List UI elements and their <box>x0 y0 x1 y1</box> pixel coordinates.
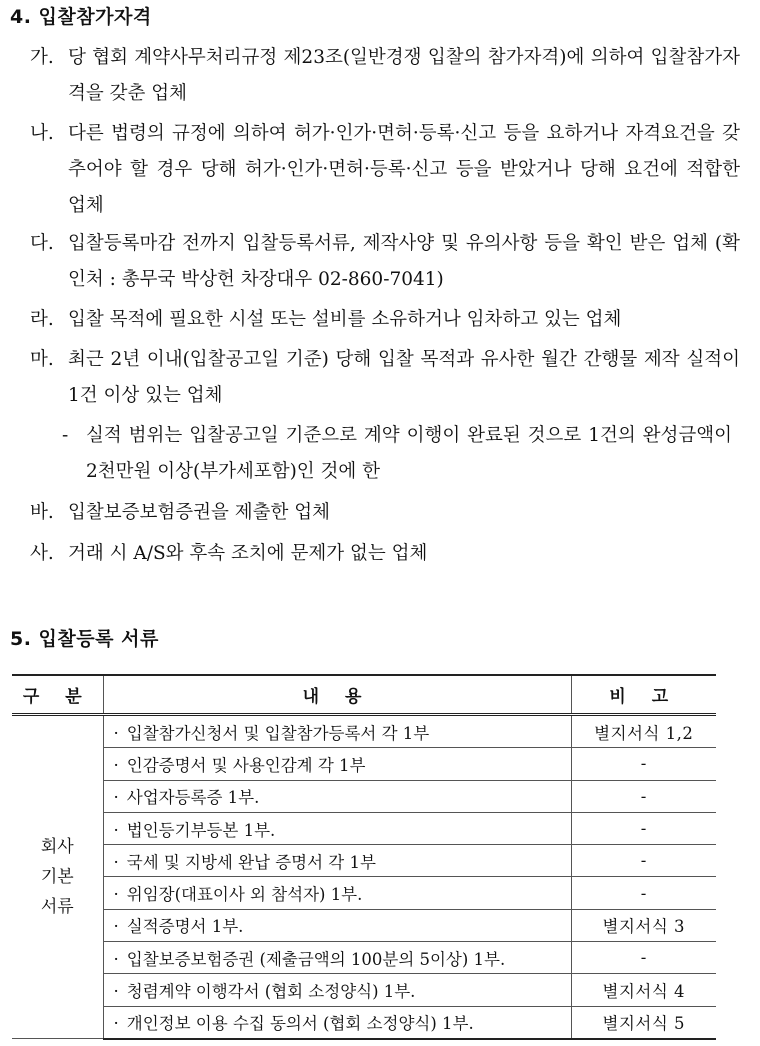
bullet: · <box>113 788 119 808</box>
bullet: · <box>113 885 119 905</box>
header-note: 비 고 <box>571 675 716 715</box>
section-5-heading: 5. 입찰등록 서류 <box>10 628 159 650</box>
content-text: 실적증명서 1부. <box>126 917 244 937</box>
eligibility-item-sa <box>30 536 740 572</box>
note-cell: 별지서식 5 <box>571 1006 716 1039</box>
table-row <box>12 812 716 844</box>
item-text: 입찰등록마감 전까지 입찰등록서류, 제작사양 및 유의사항 등을 확인 받은 업체 (확인처 : 총무국 박상헌 차장대우 02-860-7041) <box>68 233 740 290</box>
bullet: · <box>113 949 119 969</box>
bullet: · <box>113 982 119 1002</box>
note-cell: 별지서식 3 <box>571 909 716 941</box>
item-text: 당 협회 계약사무처리규정 제23조(일반경쟁 입찰의 참가자격)에 의하여 입찰참가자격을 갖춘 업체 <box>68 47 740 104</box>
item-text: 거래 시 A/S와 후속 조치에 문제가 없는 업체 <box>68 543 428 564</box>
content-text: 사업자등록증 1부. <box>126 788 260 808</box>
content-text: 국세 및 지방세 완납 증명서 각 1부 <box>126 852 376 872</box>
item-marker: - <box>62 425 69 446</box>
header-content: 내 용 <box>103 675 571 715</box>
eligibility-item-na <box>30 116 740 224</box>
bullet: · <box>113 820 119 840</box>
eligibility-item-ga <box>30 40 740 112</box>
bullet: · <box>113 1014 119 1034</box>
content-text: 인감증명서 및 사용인감계 각 1부 <box>126 755 366 775</box>
item-text: 입찰보증보험증권을 제출한 업체 <box>68 502 330 523</box>
eligibility-subitem-performance <box>62 418 732 490</box>
table-row <box>12 748 716 780</box>
content-cell <box>103 748 571 780</box>
content-cell <box>103 845 571 877</box>
table-row <box>12 877 716 909</box>
bullet: · <box>113 852 119 872</box>
note-cell: 별지서식 4 <box>571 974 716 1006</box>
content-cell <box>103 780 571 812</box>
item-text: 실적 범위는 입찰공고일 기준으로 계약 이행이 완료된 것으로 1건의 완성금액이 2천만원 이상(부가세포함)인 것에 한 <box>86 425 732 482</box>
note-cell: - <box>571 942 716 974</box>
eligibility-item-da <box>30 226 740 298</box>
eligibility-item-ma <box>30 342 740 414</box>
header-category: 구 분 <box>12 675 103 715</box>
item-marker: 마. <box>30 349 54 370</box>
content-text: 입찰참가신청서 및 입찰참가등록서 각 1부 <box>126 723 430 743</box>
bullet: · <box>113 917 119 937</box>
bullet: · <box>113 723 119 743</box>
category-line: 회사 <box>40 837 74 858</box>
item-marker: 나. <box>30 123 54 144</box>
note-cell: 별지서식 1,2 <box>571 715 716 748</box>
content-cell <box>103 942 571 974</box>
item-text: 최근 2년 이내(입찰공고일 기준) 당해 입찰 목적과 유사한 월간 간행물 제작 실적이 1건 이상 있는 업체 <box>68 349 740 406</box>
category-cell <box>12 715 103 1039</box>
table-row <box>12 845 716 877</box>
content-cell <box>103 877 571 909</box>
section-4-heading: 4. 입찰참가자격 <box>10 6 152 28</box>
note-cell: - <box>571 748 716 780</box>
eligibility-item-ba <box>30 495 740 531</box>
documents-table <box>12 674 716 1040</box>
item-text: 다른 법령의 규정에 의하여 허가·인가·면허·등록·신고 등을 요하거나 자격요건을 갖추어야 할 경우 당해 허가·인가·면허·등록·신고 등을 받았거나 당해 요건에 적합한 업체 <box>68 123 740 216</box>
content-cell <box>103 715 571 748</box>
bullet: · <box>113 755 119 775</box>
table-header-row <box>12 675 716 715</box>
note-cell: - <box>571 845 716 877</box>
content-text: 청렴계약 이행각서 (협회 소정양식) 1부. <box>126 982 416 1002</box>
content-text: 개인정보 이용 수집 동의서 (협회 소정양식) 1부. <box>126 1014 474 1034</box>
table-row <box>12 780 716 812</box>
item-marker: 가. <box>30 47 54 68</box>
eligibility-item-ra <box>30 302 740 338</box>
table-row <box>12 715 716 748</box>
content-cell <box>103 974 571 1006</box>
content-cell <box>103 812 571 844</box>
content-text: 입찰보증보험증권 (제출금액의 100분의 5이상) 1부. <box>126 949 506 969</box>
category-line: 기본 <box>40 867 74 888</box>
content-cell <box>103 909 571 941</box>
note-cell: - <box>571 812 716 844</box>
item-marker: 바. <box>30 502 54 523</box>
content-cell <box>103 1006 571 1039</box>
table-row <box>12 909 716 941</box>
content-text: 법인등기부등본 1부. <box>126 820 276 840</box>
table-row <box>12 1006 716 1039</box>
note-cell: - <box>571 780 716 812</box>
content-text: 위임장(대표이사 외 참석자) 1부. <box>126 885 363 905</box>
table-row <box>12 942 716 974</box>
item-text: 입찰 목적에 필요한 시설 또는 설비를 소유하거나 임차하고 있는 업체 <box>68 309 622 330</box>
category-line: 서류 <box>40 897 74 918</box>
item-marker: 라. <box>30 309 54 330</box>
table-row <box>12 974 716 1006</box>
item-marker: 사. <box>30 543 54 564</box>
item-marker: 다. <box>30 233 54 254</box>
note-cell: - <box>571 877 716 909</box>
